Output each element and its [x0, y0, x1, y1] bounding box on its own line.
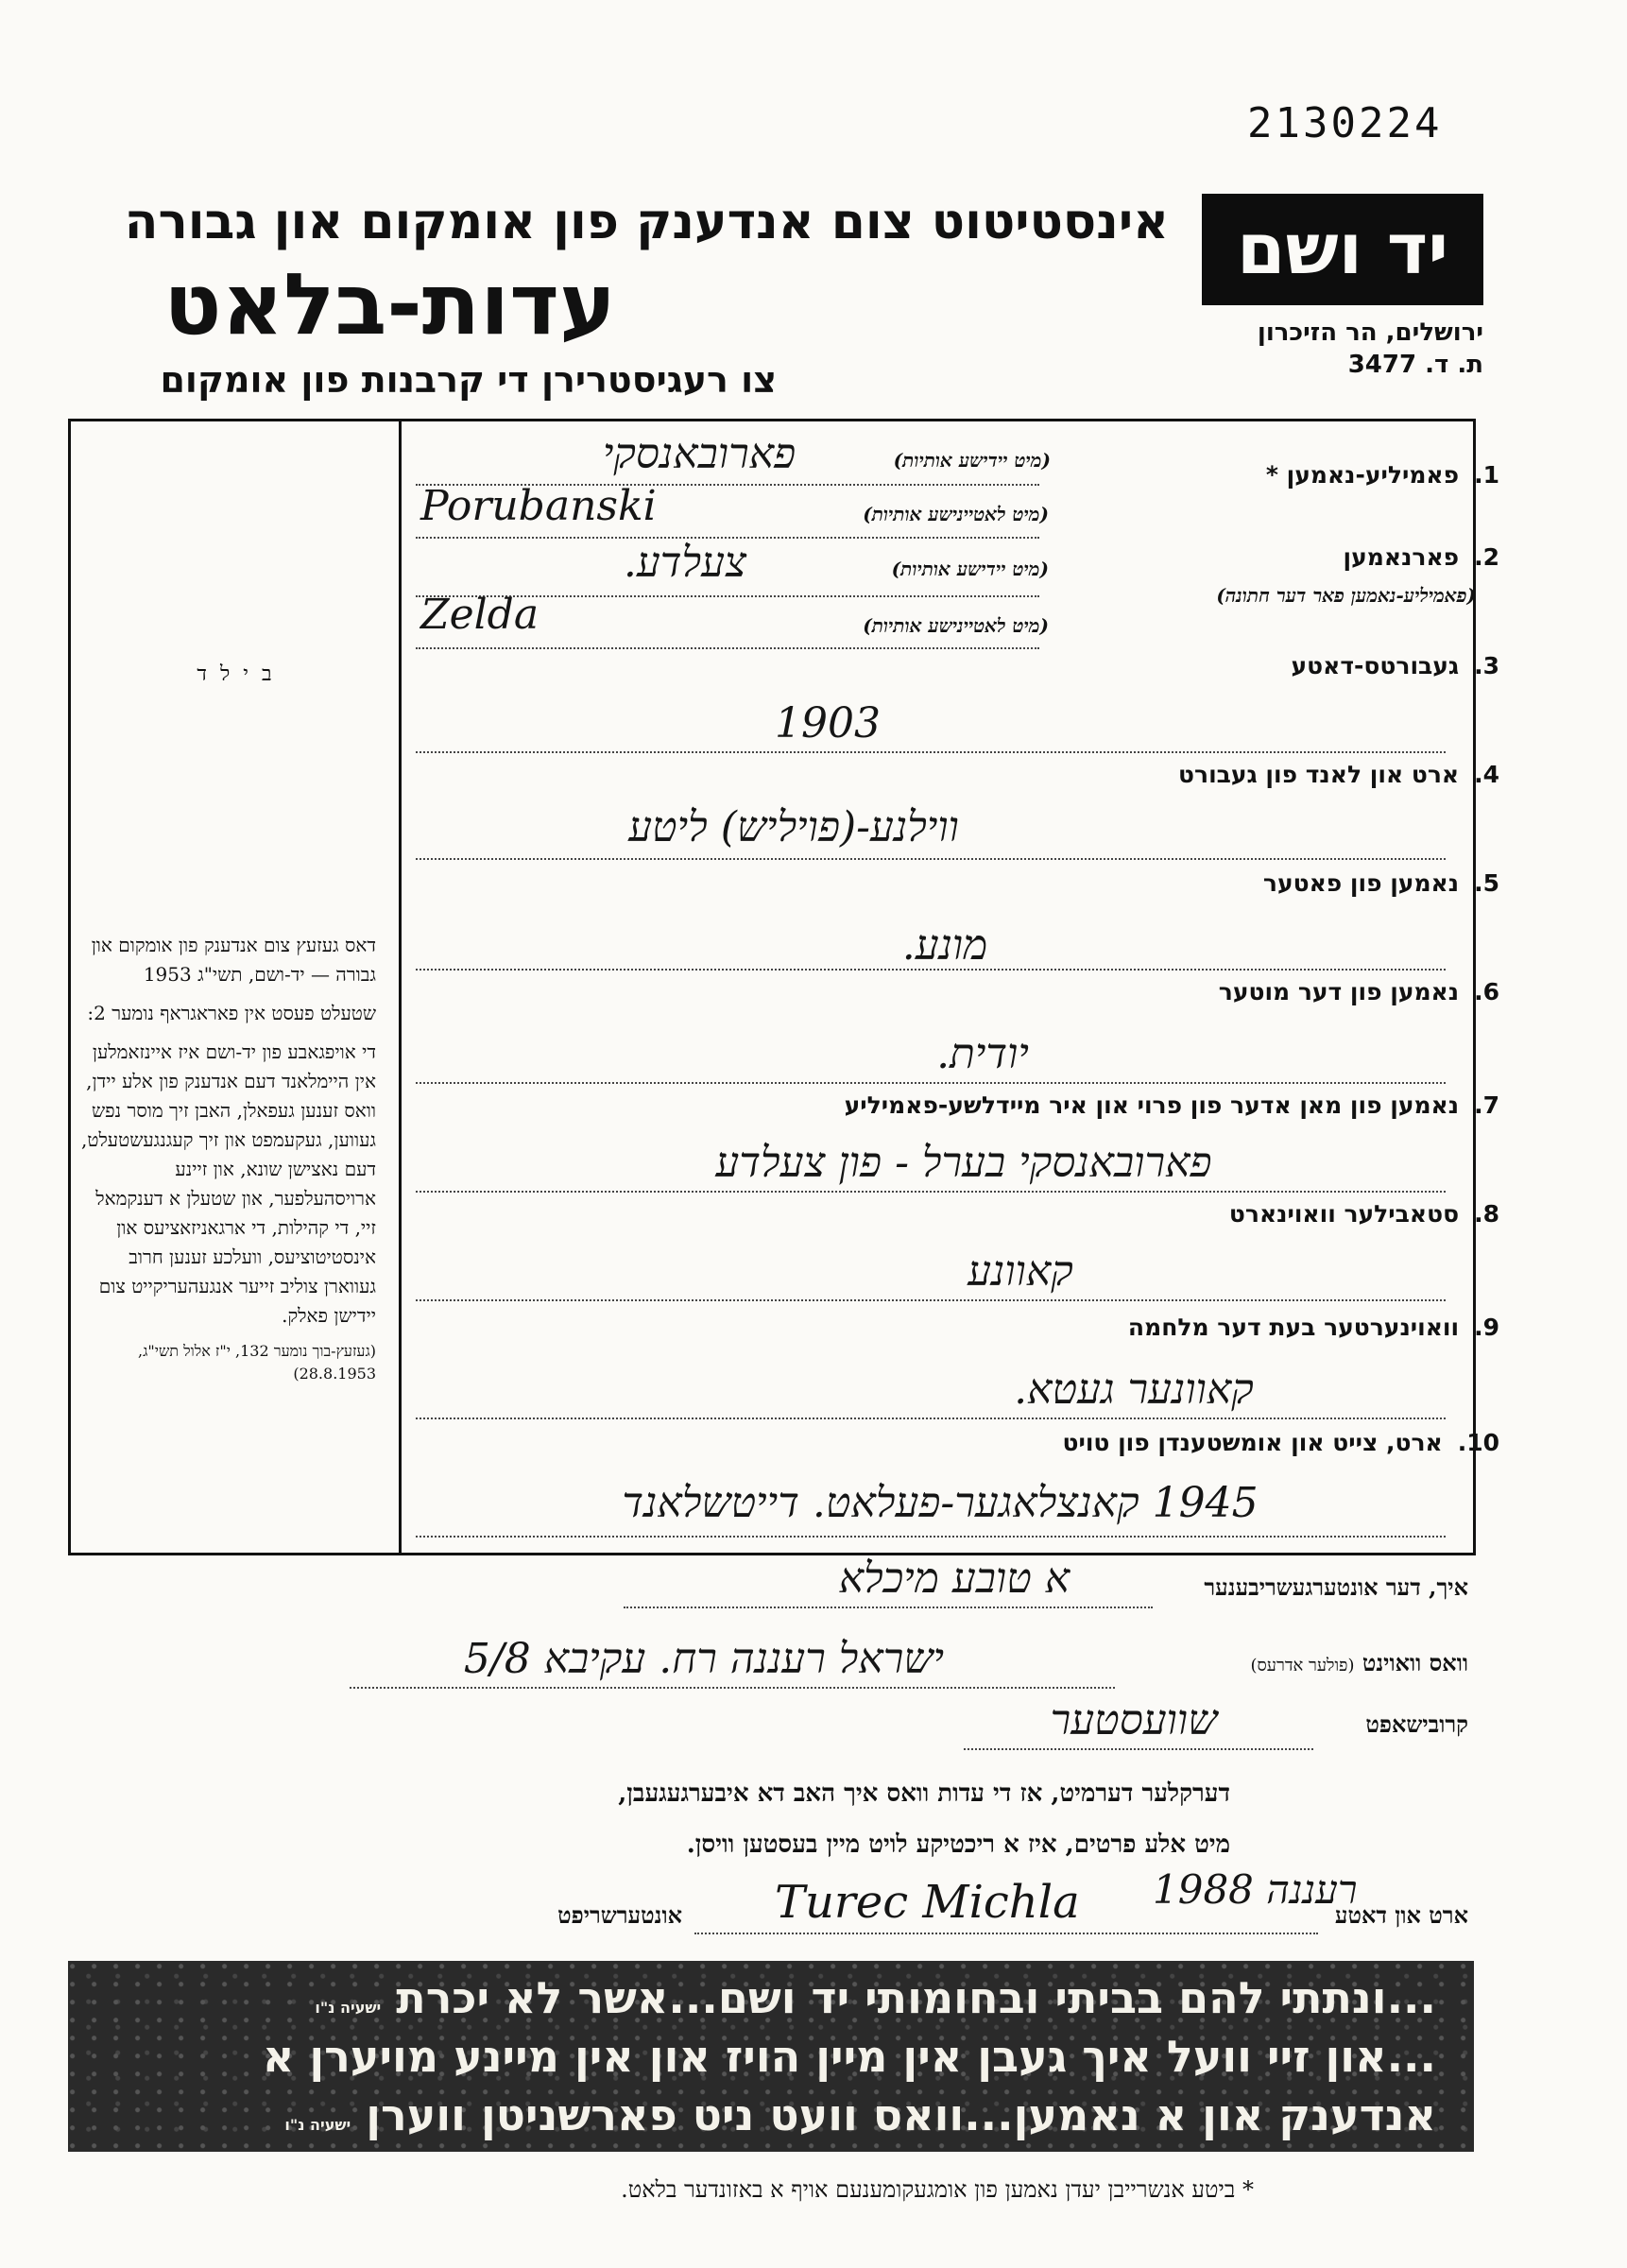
field-2-value-yiddish[interactable]: צעלדע. — [623, 539, 747, 587]
logo-text: יד ושם — [1236, 209, 1449, 290]
field-7-value[interactable]: פארובאנסקי בערל - פון צעלדע — [715, 1139, 1212, 1187]
field-9-line — [416, 1418, 1446, 1419]
signer-line — [624, 1606, 1153, 1608]
yad-vashem-logo — [1202, 194, 1483, 305]
address-label: וואס וואוינט (פולער אדרעס) — [1250, 1649, 1468, 1676]
field-5-line — [416, 969, 1446, 971]
field-8-label: 8.סטאבילער וואוינארט — [1228, 1200, 1499, 1228]
declaration-line1: דערקלער דערמיט, אז די עדות וואס איך האב דא איבערגעגעבן, — [618, 1779, 1230, 1808]
column-divider — [399, 419, 402, 1555]
field-1-yiddish-note: (מיט יידישע אותיות) — [893, 449, 1051, 472]
declaration-line2: מיט אלע פרטים, איז א ריכטיקע לויט מיין בעסטען וויסן. — [686, 1830, 1230, 1859]
signer-label: איך, דער אונטערגעשריבענער — [1204, 1573, 1468, 1601]
field-4-label: 4.ארט און לאנד פון געבורט — [1178, 761, 1499, 788]
document-number: 2130224 — [1247, 99, 1443, 147]
field-2-sub-label: (פאמיליע-נאמען פאר דער חתונה) — [1216, 584, 1476, 607]
banner-line3: אנדענק און א נאמען...וואס וועט ניט פארשניטן ווערן ישעיה נ"ו — [284, 2089, 1436, 2140]
law-paragraph: שטעלט פעסט אין פאראגראף נומער 2: — [87, 1002, 376, 1024]
signature-value[interactable]: Turec Michla — [775, 1876, 1080, 1929]
field-5-label: 5.נאמען פון פאטער — [1262, 869, 1499, 897]
field-4-line — [416, 858, 1446, 860]
field-2-label: 2.פארנאמען — [1343, 543, 1499, 571]
field-8-value[interactable]: קאוונע — [968, 1247, 1073, 1296]
signer-value[interactable]: א טובע מיכלא — [838, 1555, 1070, 1603]
field-2-latin-note: (מיט לאטיינישע אותיות) — [863, 614, 1049, 637]
signature-line — [694, 1933, 1318, 1934]
place-date-value[interactable]: רעננה 1988 — [1153, 1866, 1358, 1913]
field-9-value[interactable]: קאוונער געטא. — [1014, 1366, 1254, 1414]
scripture-banner — [68, 1961, 1474, 2152]
field-6-label: 6.נאמען פון דער מוטער — [1218, 978, 1499, 1005]
signature-label: אונטערשריפט — [557, 1901, 682, 1929]
field-8-line — [416, 1299, 1446, 1301]
org-address-line2: ת. ד. 3477 — [1347, 351, 1483, 379]
field-10-line — [416, 1536, 1446, 1538]
org-address — [1258, 317, 1483, 381]
law-sidebar — [74, 931, 376, 1395]
law-text: די אויפגאבע פון יד-ושם איז איינזאמלען אין היימלאנד דעם אנדענק פון אלע יידן, וואס זענען געפאלן, האבן זיך מוסר נפש געווען, געקעמפט און זיך קעגנגעשטעלט, דעם נאצישן שונא, און זיינע ארויסהעלפער, און שטעלן א דענקמאל זיי, די קהילות, די ארגאניזאציעס און אינסטיטוציעס, וועלכע זענען חרוב געווארן צוליב זייער אנגעהעריקייט צום יידישן פאלק. — [81, 1040, 376, 1327]
institute-title: אינסטיטוט צום אנדענק פון אומקום און גבורה — [124, 194, 1169, 250]
field-1-value-latin[interactable]: Porubanski — [420, 482, 657, 530]
footnote: * ביטע אנשרייבן יעדן נאמען פון אומגעקומענעם אויף א באזונדער בלאט. — [621, 2176, 1254, 2203]
field-6-line — [416, 1082, 1446, 1084]
field-1-label: 1.פאמיליע-נאמען * — [1265, 461, 1499, 489]
place-date-label: ארט און דאטע — [1334, 1901, 1468, 1929]
field-10-value[interactable]: 1945 קאנצלאגער-פעלאט. דייטשלאנד — [622, 1479, 1259, 1527]
address-line — [350, 1687, 1115, 1689]
field-1-latin-note: (מיט לאטיינישע אותיות) — [863, 503, 1049, 525]
field-4-value[interactable]: ווילנע-(פויליש) ליטע — [628, 803, 959, 851]
field-3-value[interactable]: 1903 — [775, 699, 881, 747]
law-title: דאס געזעץ צום אנדענק פון אומקום און גבורה — יד-ושם, תשי"ג 1953 — [91, 934, 376, 986]
field-7-label: 7.נאמען פון מאן אדער פון פרוי און איר מיידלשע-פאמיליע — [844, 1091, 1499, 1119]
banner-line1: ...ונתתי להם בביתי ובחומותי יד ושם...אשר לא יכרת ישעיה נ"ו — [315, 1972, 1436, 2023]
relation-label: קרובישאפט — [1365, 1710, 1468, 1738]
form-subtitle: צו רעגיסטרירן די קרבנות פון אומקום — [160, 359, 777, 401]
relation-line — [964, 1748, 1313, 1750]
field-2-value-latin[interactable]: Zelda — [420, 591, 539, 639]
law-citation: (געזעץ-בוך נומער 132, י"ז אלול תשי"ג, 28.8.1953) — [138, 1342, 376, 1383]
relation-value[interactable]: שוועסטער — [1050, 1696, 1218, 1744]
field-5-value[interactable]: מונע. — [901, 921, 988, 970]
org-address-line1: ירושלים, הר הזיכרון — [1257, 318, 1483, 347]
field-10-label: 10.ארט, צייט און אומשטענדן פון טויט — [1062, 1429, 1499, 1456]
field-2-line-b — [416, 647, 1039, 649]
field-3-line — [416, 751, 1446, 753]
field-3-label: 3.געבורטס-דאטע — [1291, 652, 1499, 679]
field-7-line — [416, 1191, 1446, 1193]
photo-placeholder-label: בילד — [197, 662, 285, 686]
address-value[interactable]: ישראל רעננה רח. עקיבא 5/8 — [463, 1635, 945, 1683]
field-1-value-yiddish[interactable]: פארובאנסקי — [602, 430, 796, 478]
field-6-value[interactable]: יודית. — [936, 1030, 1029, 1078]
field-2-yiddish-note: (מיט יידישע אותיות) — [891, 558, 1049, 580]
banner-line2: ...און זיי וועל איך געבן אין מיין הויז און אין מיינע מויערן א — [262, 2031, 1436, 2082]
field-9-label: 9.וואוינערטער בעת דער מלחמה — [1127, 1314, 1499, 1341]
form-title: עדות-בלאט — [163, 255, 616, 354]
